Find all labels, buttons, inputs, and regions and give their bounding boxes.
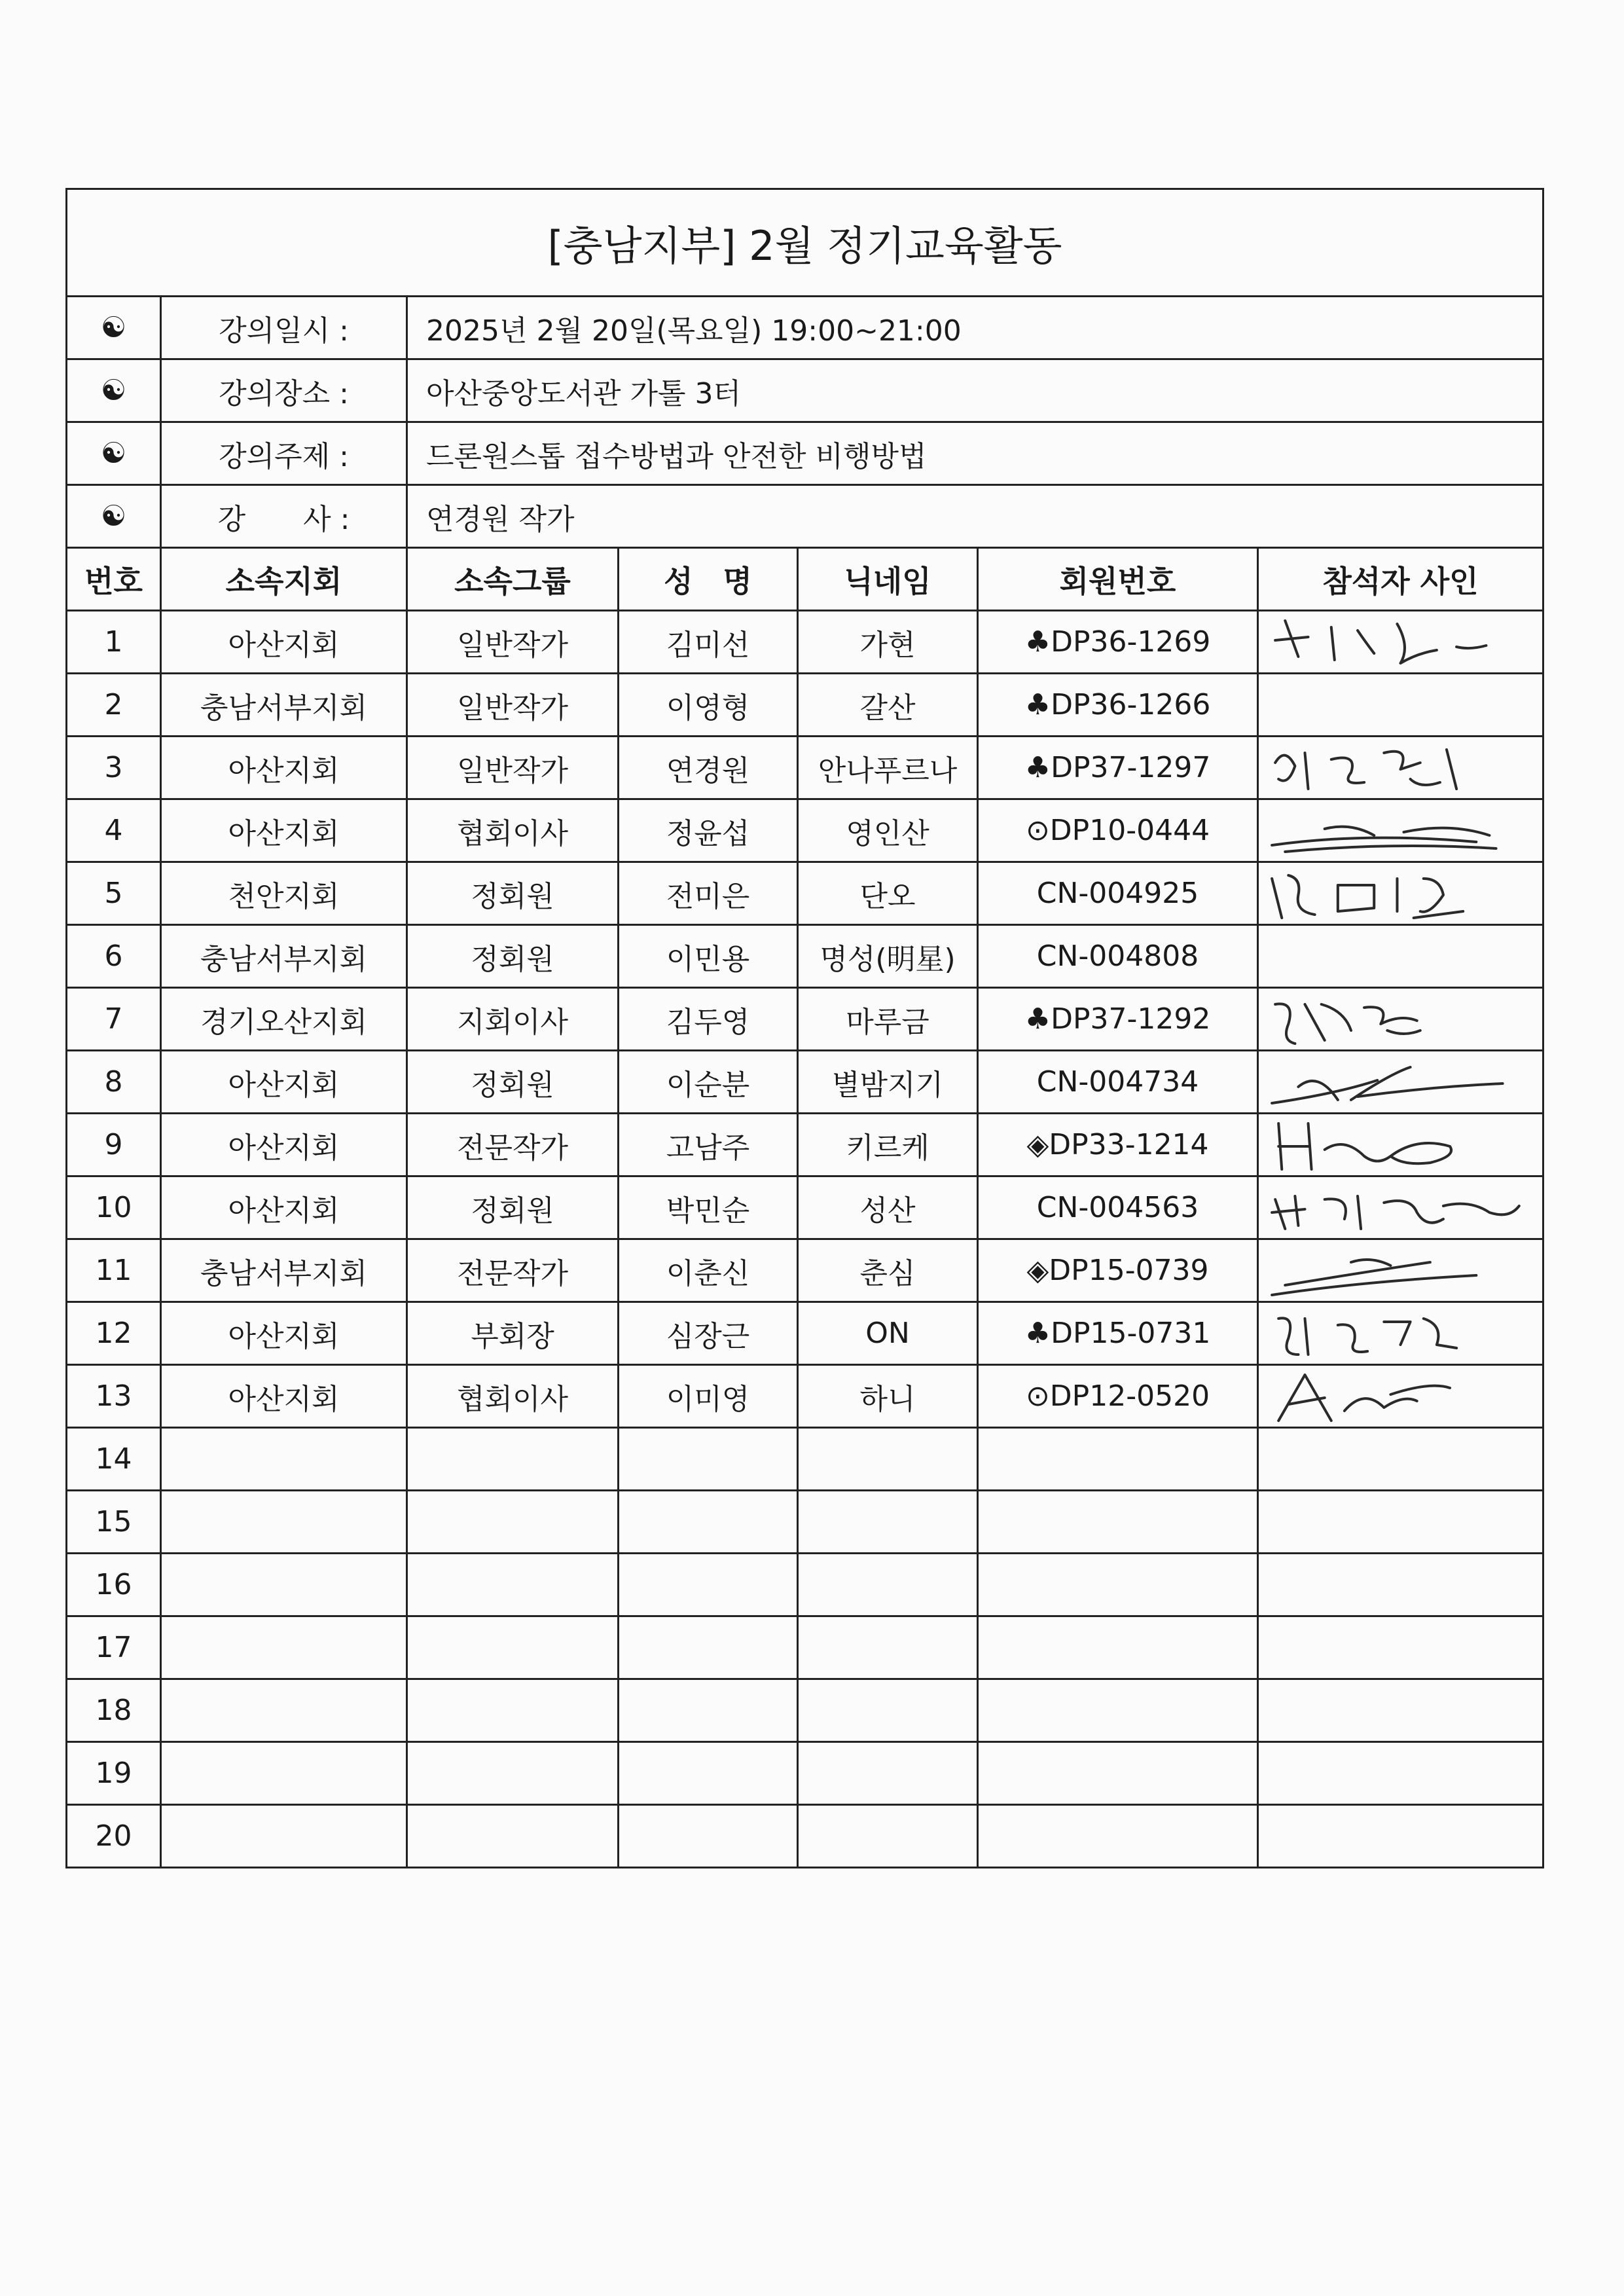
header-nickname: 닉네임 [798, 548, 978, 611]
row-number: 1 [67, 611, 161, 674]
info-row-topic [67, 422, 1543, 485]
handwritten-signature [1259, 799, 1542, 862]
signature-cell [1258, 1679, 1543, 1742]
name-cell: 이영형 [619, 674, 798, 737]
group-cell: 정회원 [407, 1176, 619, 1239]
name-cell: 이순분 [619, 1051, 798, 1114]
info-label: 강 사 : [161, 485, 407, 548]
group-cell [407, 1805, 619, 1868]
info-value: 연경원 작가 [407, 485, 1543, 548]
nickname-cell: 명성(明星) [798, 925, 978, 988]
nickname-cell: 하니 [798, 1365, 978, 1428]
info-row-venue [67, 359, 1543, 422]
info-row-lecturer [67, 485, 1543, 548]
member-number-cell: ◈DP33-1214 [978, 1114, 1258, 1176]
group-cell: 정회원 [407, 925, 619, 988]
info-row-datetime [67, 297, 1543, 359]
nickname-cell [798, 1491, 978, 1554]
signature-cell [1258, 925, 1543, 988]
nickname-cell: 성산 [798, 1176, 978, 1239]
yin-yang-icon: ☯ [67, 359, 161, 422]
yin-yang-icon: ☯ [67, 485, 161, 548]
info-label: 강의일시 : [161, 297, 407, 359]
row-number: 17 [67, 1616, 161, 1679]
row-number: 15 [67, 1491, 161, 1554]
group-cell [407, 1742, 619, 1805]
member-number-cell: ♣DP15-0731 [978, 1302, 1258, 1365]
name-cell [619, 1742, 798, 1805]
table-row [67, 1239, 1543, 1302]
name-cell [619, 1616, 798, 1679]
group-cell: 협회이사 [407, 1365, 619, 1428]
signature-cell [1258, 611, 1543, 674]
branch-cell [161, 1554, 407, 1616]
branch-cell [161, 1679, 407, 1742]
row-number: 9 [67, 1114, 161, 1176]
nickname-cell: 마루금 [798, 988, 978, 1051]
member-number-cell [978, 1616, 1258, 1679]
name-cell: 이민용 [619, 925, 798, 988]
row-number: 18 [67, 1679, 161, 1742]
name-cell [619, 1679, 798, 1742]
handwritten-signature [1259, 611, 1542, 674]
row-number: 2 [67, 674, 161, 737]
signature-cell [1258, 988, 1543, 1051]
handwritten-signature [1259, 737, 1542, 799]
nickname-cell: 단오 [798, 862, 978, 925]
nickname-cell [798, 1805, 978, 1868]
member-number-cell: ♣DP37-1297 [978, 737, 1258, 799]
table-row [67, 925, 1543, 988]
name-cell: 심장근 [619, 1302, 798, 1365]
member-number-cell: ⊙DP12-0520 [978, 1365, 1258, 1428]
branch-cell: 경기오산지회 [161, 988, 407, 1051]
info-value: 아산중앙도서관 가톨 3터 [407, 359, 1543, 422]
group-cell [407, 1491, 619, 1554]
info-label: 강의주제 : [161, 422, 407, 485]
group-cell: 일반작가 [407, 737, 619, 799]
member-number-cell [978, 1491, 1258, 1554]
group-cell [407, 1616, 619, 1679]
header-group: 소속그룹 [407, 548, 619, 611]
nickname-cell: 춘심 [798, 1239, 978, 1302]
nickname-cell [798, 1428, 978, 1491]
nickname-cell: 갈산 [798, 674, 978, 737]
member-number-cell: ⊙DP10-0444 [978, 799, 1258, 862]
sheet-title: [충남지부] 2월 정기교육활동 [67, 189, 1543, 297]
nickname-cell [798, 1679, 978, 1742]
member-number-cell: CN-004563 [978, 1176, 1258, 1239]
group-cell: 부회장 [407, 1302, 619, 1365]
branch-cell [161, 1616, 407, 1679]
table-row [67, 1679, 1543, 1742]
member-number-cell: ♣DP36-1269 [978, 611, 1258, 674]
handwritten-signature [1259, 1239, 1542, 1302]
signature-cell [1258, 1051, 1543, 1114]
name-cell: 김두영 [619, 988, 798, 1051]
branch-cell [161, 1805, 407, 1868]
branch-cell: 아산지회 [161, 1302, 407, 1365]
signature-cell [1258, 1428, 1543, 1491]
attendance-sheet [65, 188, 1544, 1868]
name-cell: 박민순 [619, 1176, 798, 1239]
row-number: 3 [67, 737, 161, 799]
table-row [67, 1742, 1543, 1805]
handwritten-signature [1259, 1176, 1542, 1239]
name-cell [619, 1428, 798, 1491]
row-number: 12 [67, 1302, 161, 1365]
group-cell: 일반작가 [407, 611, 619, 674]
branch-cell: 아산지회 [161, 737, 407, 799]
branch-cell: 아산지회 [161, 1176, 407, 1239]
column-header-row [67, 548, 1543, 611]
nickname-cell [798, 1742, 978, 1805]
name-cell: 이미영 [619, 1365, 798, 1428]
name-cell [619, 1805, 798, 1868]
group-cell [407, 1428, 619, 1491]
nickname-cell [798, 1616, 978, 1679]
header-name: 성 명 [619, 548, 798, 611]
table-row [67, 611, 1543, 674]
name-cell [619, 1554, 798, 1616]
signature-cell [1258, 799, 1543, 862]
row-number: 5 [67, 862, 161, 925]
handwritten-signature [1259, 1114, 1542, 1176]
name-cell [619, 1491, 798, 1554]
header-number: 번호 [67, 548, 161, 611]
table-row [67, 799, 1543, 862]
branch-cell: 충남서부지회 [161, 674, 407, 737]
name-cell: 이춘신 [619, 1239, 798, 1302]
member-number-cell: CN-004808 [978, 925, 1258, 988]
row-number: 6 [67, 925, 161, 988]
table-row [67, 1365, 1543, 1428]
nickname-cell: 안나푸르나 [798, 737, 978, 799]
row-number: 7 [67, 988, 161, 1051]
branch-cell: 충남서부지회 [161, 925, 407, 988]
row-number: 11 [67, 1239, 161, 1302]
row-number: 13 [67, 1365, 161, 1428]
member-number-cell: CN-004734 [978, 1051, 1258, 1114]
branch-cell: 아산지회 [161, 1114, 407, 1176]
table-row [67, 1051, 1543, 1114]
group-cell: 협회이사 [407, 799, 619, 862]
member-number-cell [978, 1805, 1258, 1868]
group-cell: 정회원 [407, 1051, 619, 1114]
table-row [67, 988, 1543, 1051]
name-cell: 전미은 [619, 862, 798, 925]
handwritten-signature [1259, 862, 1542, 925]
row-number: 10 [67, 1176, 161, 1239]
branch-cell: 아산지회 [161, 1051, 407, 1114]
table-row [67, 1616, 1543, 1679]
row-number: 8 [67, 1051, 161, 1114]
name-cell: 김미선 [619, 611, 798, 674]
info-label: 강의장소 : [161, 359, 407, 422]
handwritten-signature [1259, 988, 1542, 1051]
table-row [67, 1176, 1543, 1239]
nickname-cell: 키르케 [798, 1114, 978, 1176]
table-row [67, 862, 1543, 925]
branch-cell [161, 1491, 407, 1554]
group-cell: 전문작가 [407, 1114, 619, 1176]
member-number-cell: CN-004925 [978, 862, 1258, 925]
table-row [67, 674, 1543, 737]
branch-cell: 아산지회 [161, 1365, 407, 1428]
signature-cell [1258, 1491, 1543, 1554]
header-branch: 소속지회 [161, 548, 407, 611]
signature-cell [1258, 1805, 1543, 1868]
handwritten-signature [1259, 1302, 1542, 1365]
table-row [67, 1302, 1543, 1365]
group-cell [407, 1679, 619, 1742]
member-number-cell [978, 1742, 1258, 1805]
branch-cell [161, 1742, 407, 1805]
name-cell: 고남주 [619, 1114, 798, 1176]
branch-cell: 천안지회 [161, 862, 407, 925]
member-number-cell [978, 1554, 1258, 1616]
name-cell: 연경원 [619, 737, 798, 799]
member-number-cell [978, 1428, 1258, 1491]
name-cell: 정윤섭 [619, 799, 798, 862]
header-signature: 참석자 사인 [1258, 548, 1543, 611]
signature-cell [1258, 1554, 1543, 1616]
signature-cell [1258, 1616, 1543, 1679]
yin-yang-icon: ☯ [67, 297, 161, 359]
group-cell: 전문작가 [407, 1239, 619, 1302]
handwritten-signature [1259, 1365, 1542, 1428]
row-number: 16 [67, 1554, 161, 1616]
signature-cell [1258, 1114, 1543, 1176]
group-cell: 일반작가 [407, 674, 619, 737]
nickname-cell: 가현 [798, 611, 978, 674]
group-cell: 정회원 [407, 862, 619, 925]
row-number: 19 [67, 1742, 161, 1805]
signature-cell [1258, 1176, 1543, 1239]
row-number: 20 [67, 1805, 161, 1868]
branch-cell: 충남서부지회 [161, 1239, 407, 1302]
signature-cell [1258, 737, 1543, 799]
row-number: 14 [67, 1428, 161, 1491]
member-number-cell: ♣DP36-1266 [978, 674, 1258, 737]
table-row [67, 737, 1543, 799]
member-number-cell [978, 1679, 1258, 1742]
info-value: 2025년 2월 20일(목요일) 19:00~21:00 [407, 297, 1543, 359]
signature-cell [1258, 1742, 1543, 1805]
table-row [67, 1491, 1543, 1554]
row-number: 4 [67, 799, 161, 862]
group-cell [407, 1554, 619, 1616]
nickname-cell: 영인산 [798, 799, 978, 862]
signature-cell [1258, 1302, 1543, 1365]
table-row [67, 1554, 1543, 1616]
branch-cell: 아산지회 [161, 799, 407, 862]
nickname-cell: 별밤지기 [798, 1051, 978, 1114]
table-row [67, 1428, 1543, 1491]
signature-cell [1258, 1239, 1543, 1302]
group-cell: 지회이사 [407, 988, 619, 1051]
branch-cell: 아산지회 [161, 611, 407, 674]
yin-yang-icon: ☯ [67, 422, 161, 485]
signature-cell [1258, 1365, 1543, 1428]
signature-cell [1258, 674, 1543, 737]
table-row [67, 1805, 1543, 1868]
branch-cell [161, 1428, 407, 1491]
header-member-number: 회원번호 [978, 548, 1258, 611]
table-row [67, 1114, 1543, 1176]
signature-cell [1258, 862, 1543, 925]
nickname-cell [798, 1554, 978, 1616]
nickname-cell: ON [798, 1302, 978, 1365]
member-number-cell: ♣DP37-1292 [978, 988, 1258, 1051]
info-value: 드론원스톱 접수방법과 안전한 비행방법 [407, 422, 1543, 485]
handwritten-signature [1259, 1051, 1542, 1114]
member-number-cell: ◈DP15-0739 [978, 1239, 1258, 1302]
